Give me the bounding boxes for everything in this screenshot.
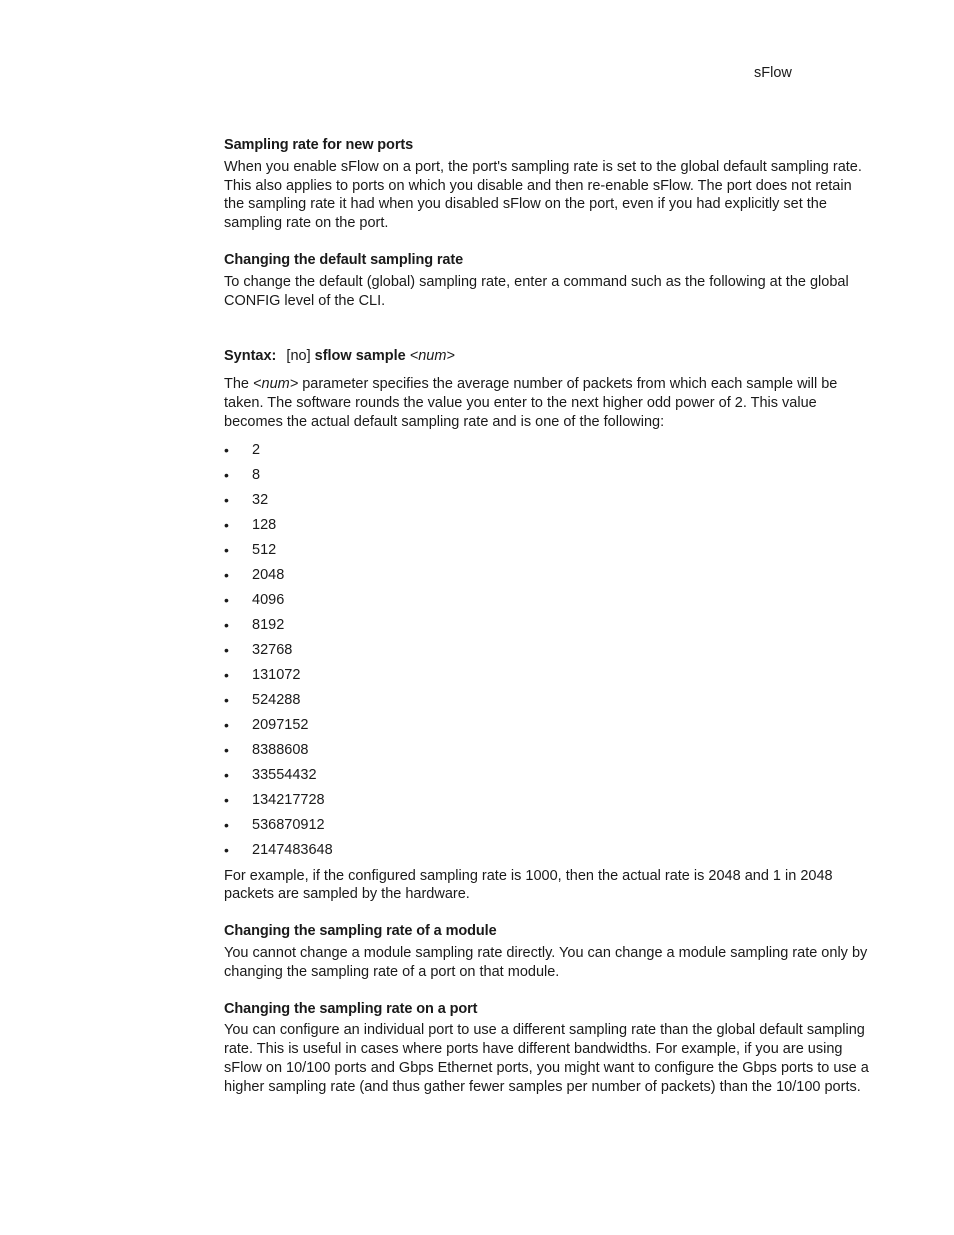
list-item	[224, 738, 874, 763]
bullet-icon: •	[224, 616, 229, 633]
para-param-desc	[224, 375, 874, 431]
syntax-param: <num>	[409, 348, 455, 365]
value-text: 134217728	[252, 791, 325, 808]
bullet-icon: •	[224, 591, 229, 608]
syntax-line	[224, 347, 874, 366]
list-item	[224, 488, 874, 513]
value-text: 2048	[252, 566, 285, 583]
para-module: You cannot change a module sampling rate directly. You can change a module sampling rate only by changing the sampling rate of a port on that module.	[224, 944, 868, 980]
sampling-values-list	[224, 438, 874, 863]
bullet-icon: •	[224, 541, 229, 558]
page-body	[224, 136, 874, 1097]
syntax-label: Syntax:	[224, 348, 277, 365]
value-text: 8192	[252, 616, 285, 633]
list-item	[224, 763, 874, 788]
param-desc-lead: The	[224, 376, 249, 393]
list-item	[224, 588, 874, 613]
list-item	[224, 713, 874, 738]
value-text: 33554432	[252, 766, 317, 783]
value-text: 8	[252, 466, 261, 483]
list-item	[224, 513, 874, 538]
bullet-icon: •	[224, 791, 229, 808]
bullet-icon: •	[224, 641, 229, 658]
bullet-icon: •	[224, 516, 229, 533]
bullet-icon: •	[224, 766, 229, 783]
heading-default-rate: Changing the default sampling rate	[224, 251, 464, 268]
heading-module: Changing the sampling rate of a module	[224, 923, 497, 940]
value-text: 536870912	[252, 816, 325, 833]
list-item	[224, 613, 874, 638]
value-text: 32	[252, 491, 269, 508]
heading-port: Changing the sampling rate on a port	[224, 1000, 478, 1017]
list-item	[224, 688, 874, 713]
para-example: For example, if the configured sampling rate is 1000, then the actual rate is 2048 and 1 in 2048 packets are sampled by the hardware.	[224, 867, 833, 903]
syntax-optional: [no]	[286, 348, 311, 365]
value-text: 4096	[252, 591, 285, 608]
list-item	[224, 638, 874, 663]
bullet-icon: •	[224, 491, 229, 508]
value-text: 512	[252, 541, 277, 558]
bullet-icon: •	[224, 466, 229, 483]
para-port: You can configure an individual port to use a different sampling rate than the global default sampling rate. This is useful in cases where ports have different bandwidths. For example, if you are using sFlow on 10/100 ports and Gbps Ethernet ports, you might want to configure the Gbps ports to use a higher sampling rate (and thus gather fewer samples per number of packets) than the 10/100 ports.	[224, 1022, 869, 1095]
list-item	[224, 463, 874, 488]
para-default-rate: To change the default (global) sampling rate, enter a command such as the following at the global CONFIG level of the CLI.	[224, 273, 849, 309]
bullet-icon: •	[224, 816, 229, 833]
value-text: 2147483648	[252, 841, 333, 858]
list-item	[224, 438, 874, 463]
list-item	[224, 788, 874, 813]
list-item	[224, 563, 874, 588]
param-desc-rest: parameter specifies the average number of packets from which each sample will be taken. The software rounds the value you enter to the next higher odd power of 2. This value becomes the actual default sampling rate and is one of the following:	[224, 376, 838, 430]
value-text: 131072	[252, 666, 301, 683]
value-text: 524288	[252, 691, 301, 708]
bullet-icon: •	[224, 841, 229, 858]
heading-new-ports: Sampling rate for new ports	[224, 137, 414, 153]
value-text: 2	[252, 441, 261, 458]
syntax-command: sflow sample	[314, 348, 406, 365]
bullet-icon: •	[224, 566, 229, 583]
running-header: sFlow	[754, 65, 792, 81]
list-item	[224, 813, 874, 838]
value-text: 32768	[252, 641, 293, 658]
bullet-icon: •	[224, 691, 229, 708]
list-item	[224, 663, 874, 688]
bullet-icon: •	[224, 741, 229, 758]
list-item	[224, 538, 874, 563]
bullet-icon: •	[224, 716, 229, 733]
list-item	[224, 838, 874, 863]
bullet-icon: •	[224, 441, 229, 458]
value-text: 2097152	[252, 716, 309, 733]
param-desc-param: <num>	[253, 376, 299, 393]
para-new-ports: When you enable sFlow on a port, the port's sampling rate is set to the global default sampling rate. This also applies to ports on which you disable and then re-enable sFlow. The port does not retain the sampling rate it had when you disabled sFlow on the port, even if you had explicitly set the sampling rate on the port.	[224, 158, 862, 232]
value-text: 8388608	[252, 741, 309, 758]
bullet-icon: •	[224, 666, 229, 683]
value-text: 128	[252, 516, 277, 533]
